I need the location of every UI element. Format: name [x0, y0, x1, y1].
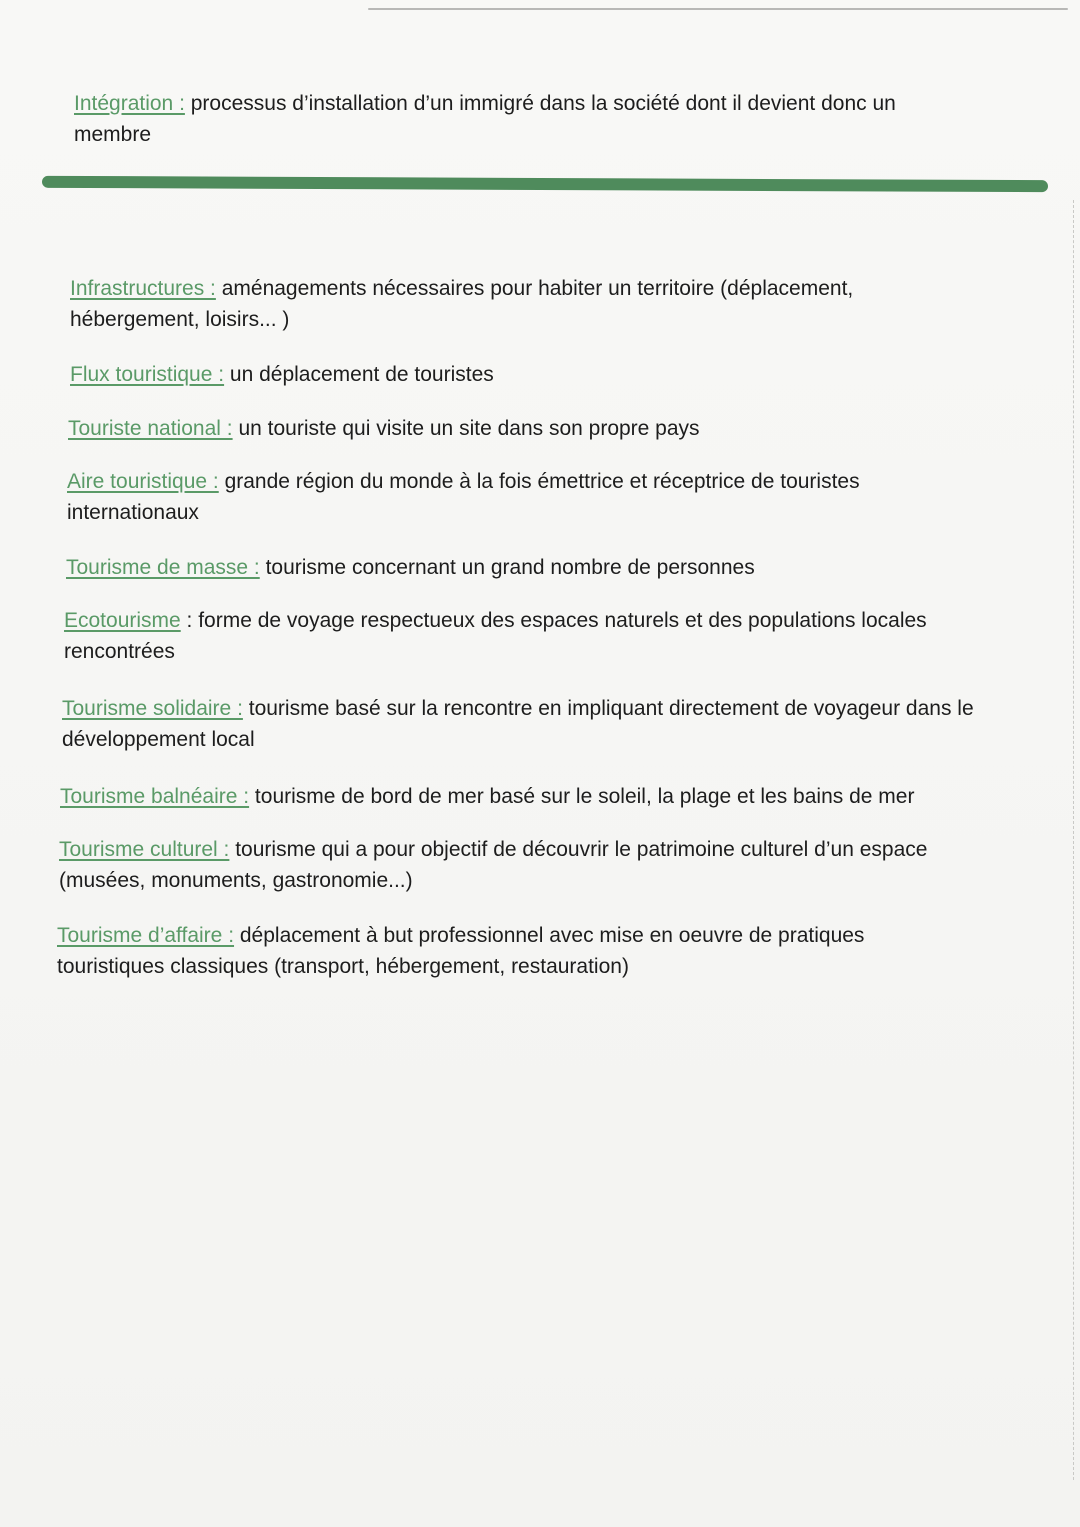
definition-ecotourisme: : forme de voyage respectueux des espaces naturels et des populations locales rencontrées [64, 609, 927, 663]
definition-flux-touristique: un déplacement de touristes [224, 363, 494, 386]
entry-flux-touristique [70, 359, 970, 390]
term-integration: Intégration : [74, 92, 185, 115]
entry-tourisme-de-masse [66, 552, 966, 583]
term-tourisme-de-masse: Tourisme de masse : [66, 556, 260, 579]
term-ecotourisme: Ecotourisme [64, 609, 181, 632]
section-divider [42, 176, 1048, 192]
entry-tourisme-culturel [59, 834, 999, 896]
definition-tourisme-de-masse: tourisme concernant un grand nombre de personnes [259, 556, 755, 579]
definition-infrastructures: aménagements nécessaires pour habiter un territoire (déplacement, hébergement, loisirs... ) [70, 277, 854, 331]
definition-integration: processus d’installation d’un immigré dans la société dont il devient donc un membre [74, 92, 896, 146]
entry-tourisme-solidaire [62, 693, 1017, 755]
top-rule [368, 8, 1068, 10]
entry-integration [74, 88, 954, 150]
entry-tourisme-balneaire [60, 781, 1020, 812]
definition-tourisme-daffaire: déplacement à but professionnel avec mise en oeuvre de pratiques touristiques classiques (transport, hébergement, restauration) [57, 924, 865, 978]
term-flux-touristique: Flux touristique : [70, 363, 225, 386]
term-tourisme-daffaire: Tourisme d’affaire : [57, 924, 235, 947]
term-touriste-national: Touriste national : [68, 417, 233, 440]
term-tourisme-culturel: Tourisme culturel : [59, 838, 230, 861]
term-tourisme-balneaire: Tourisme balnéaire : [60, 785, 250, 808]
definition-tourisme-culturel: tourisme qui a pour objectif de découvrir le patrimoine culturel d’un espace (musées, monuments, gastronomie...) [59, 838, 928, 892]
entry-aire-touristique [67, 466, 927, 528]
definition-touriste-national: un touriste qui visite un site dans son propre pays [232, 417, 700, 440]
definition-tourisme-solidaire: tourisme basé sur la rencontre en impliquant directement de voyageur dans le développement local [62, 697, 974, 751]
term-infrastructures: Infrastructures : [70, 277, 216, 300]
definition-aire-touristique: grande région du monde à la fois émettrice et réceptrice de touristes internationaux [67, 470, 860, 524]
term-aire-touristique: Aire touristique : [67, 470, 219, 493]
term-tourisme-solidaire: Tourisme solidaire : [62, 697, 243, 720]
definition-tourisme-balneaire: tourisme de bord de mer basé sur le soleil, la plage et les bains de mer [249, 785, 915, 808]
entry-touriste-national [68, 413, 968, 444]
entry-tourisme-daffaire [57, 920, 937, 982]
entry-infrastructures [70, 273, 920, 335]
page-margin-line [1072, 200, 1074, 1480]
entry-ecotourisme [64, 605, 979, 667]
